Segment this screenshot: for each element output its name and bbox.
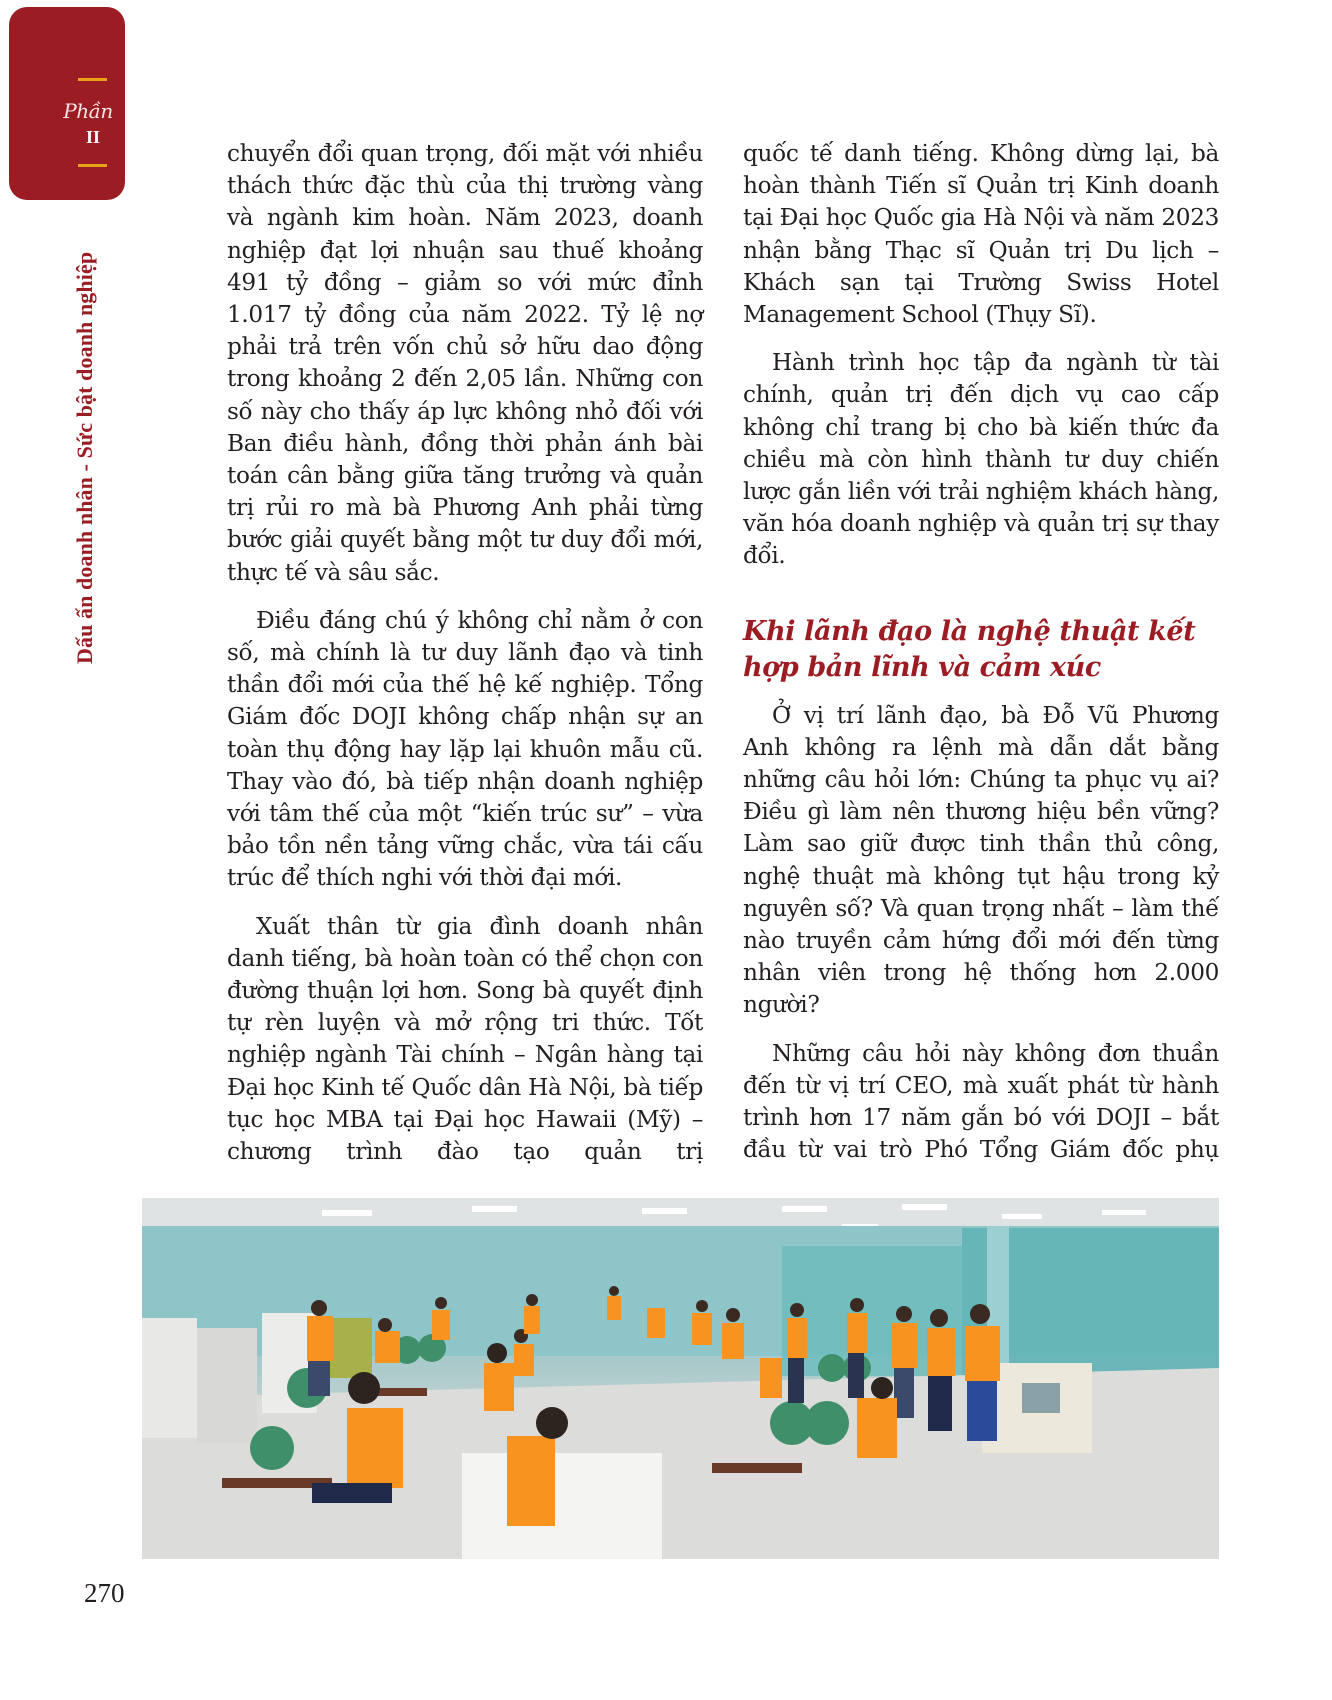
worker: [760, 1358, 782, 1398]
workbench: [712, 1463, 802, 1473]
workbench: [377, 1388, 427, 1396]
machine: [142, 1318, 197, 1438]
machine-screen: [1022, 1383, 1060, 1413]
machine: [197, 1328, 257, 1443]
paragraph: chuyển đổi quan trọng, đối mặt với nhiều thách thức đặc thù của thị trường vàng và ngành kim hoàn. Năm 2023, doanh nghiệp đạt lợi nhuận sau thuế khoảng 491 tỷ đồng – giảm so với mức đỉnh 1.017 tỷ đồng của năm 2022. Tỷ lệ nợ phải trả trên vốn chủ sở hữu dao động trong khoảng 2 đến 2,05 lần. Những con số này cho thấy áp lực không nhỏ đối với Ban điều hành, đồng thời phản ánh bài toán cân bằng giữa tăng trưởng và quản trị rủi ro mà bà Phương Anh phải từng bước giải quyết bằng một tư duy đổi mới, thực tế và sâu sắc.: [227, 140, 703, 586]
left-column: [227, 138, 703, 1184]
page-number: 270: [84, 1578, 125, 1608]
right-column: [743, 138, 1219, 1182]
paragraph: Xuất thân từ gia đình doanh nhân danh tiếng, bà hoàn toàn có thể chọn con đường thuận lợi hơn. Song bà quyết định tự rèn luyện và mở rộng tri thức. Tốt nghiệp ngành Tài chính – Ngân hàng tại Đại học Kinh tế Quốc dân Hà Nội, bà tiếp tục học MBA tại Đại học Hawaii (Mỹ) – chương trình đào tạo quản trị: [227, 912, 703, 1166]
worker: [647, 1308, 665, 1338]
chapter-tab-numeral: II: [85, 127, 100, 147]
white-table: [462, 1453, 662, 1559]
section-heading: Khi lãnh đạo là nghệ thuật kết hợp bản lĩnh và cảm xúc: [743, 615, 1196, 683]
workshop-illustration: [142, 1198, 1219, 1559]
machine: [327, 1318, 372, 1378]
paragraph: quốc tế danh tiếng. Không dừng lại, bà hoàn thành Tiến sĩ Quản trị Kinh doanh tại Đại học Quốc gia Hà Nội và năm 2023 nhận bằng Thạc sĩ Quản trị Du lịch – Khách sạn tại Trường Swiss Hotel Management School (Thụy Sĩ).: [743, 140, 1219, 329]
chapter-tab-rule-top: [78, 78, 107, 81]
workshop-photo: [142, 1198, 1219, 1559]
worker: [524, 1294, 540, 1334]
chapter-tab-label: Phần: [63, 99, 113, 123]
paragraph: Ở vị trí lãnh đạo, bà Đỗ Vũ Phương Anh không ra lệnh mà dẫn dắt bằng những câu hỏi lớn: Chúng ta phục vụ ai? Điều gì làm nên thương hiệu bền vững? Làm sao giữ được tinh thần thủ công, nghệ thuật mà không tụt hậu trong kỷ nguyên số? Và quan trọng nhất – làm thế nào truyền cảm hứng đổi mới đến từng nhân viên trong hệ thống hơn 2.000 người?: [743, 701, 1219, 1019]
worker: [787, 1303, 807, 1403]
paragraph: Điều đáng chú ý không chỉ nằm ở con số, mà chính là tư duy lãnh đạo và tinh thần đổi mới của thế hệ kế nghiệp. Tổng Giám đốc DOJI không chấp nhận sự an toàn thụ động hay lặp lại khuôn mẫu cũ. Thay vào đó, bà tiếp nhận doanh nghiệp với tâm thế của một “kiến trúc sư” – vừa bảo tồn nền tảng vững chắc, vừa tái cấu trúc để thích nghi với thời đại mới.: [227, 606, 703, 892]
chapter-tab-rule-bottom: [78, 164, 107, 167]
paragraph: Những câu hỏi này không đơn thuần đến từ vị trí CEO, mà xuất phát từ hành trình hơn 17 năm gắn bó với DOJI – bắt đầu từ vai trò Phó Tổng Giám đốc phụ: [743, 1039, 1219, 1164]
worker: [607, 1286, 621, 1320]
worker: [847, 1298, 867, 1398]
running-header: Dấu ấn doanh nhân - Sức bật doanh nghiệp: [72, 251, 97, 664]
paragraph: Hành trình học tập đa ngành từ tài chính, quản trị đến dịch vụ cao cấp không chỉ trang bị cho bà kiến thức đa chiều mà còn hình thành tư duy chiến lược gắn liền với trải nghiệm khách hàng, văn hóa doanh nghiệp và quản trị sự thay đổi.: [743, 349, 1219, 570]
chapter-tab: [9, 7, 125, 200]
